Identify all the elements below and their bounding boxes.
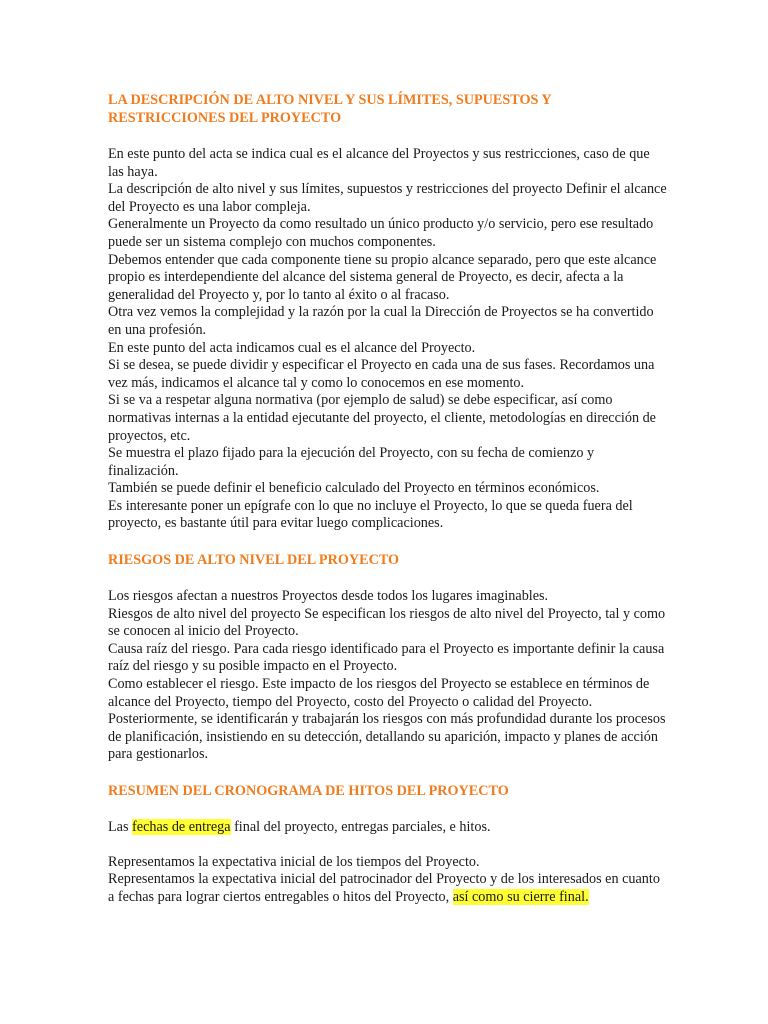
paragraph: Posteriormente, se identificarán y trabajarán los riesgos con más profundidad durante los procesos de planificación, insistiendo en su detección, detallando su aparición, impacto y planes de acción para gestionarlos.: [108, 711, 666, 763]
paragraph: Representamos la expectativa inicial de los tiempos del Proyecto.: [108, 853, 480, 870]
paragraph: Debemos entender que cada componente tiene su propio alcance separado, pero que este alcance propio es interdependiente del alcance del sistema general de Proyecto, es decir, afecta a la generalidad del Proyecto y, por lo tanto al éxito o al fracaso.: [108, 251, 657, 303]
paragraph: Generalmente un Proyecto da como resultado un único producto y/o servicio, pero ese resultado puede ser un sistema complejo con muchos componentes.: [108, 216, 654, 250]
paragraph: Es interesante poner un epígrafe con lo que no incluye el Proyecto, lo que se queda fuera del proyecto, es bastante útil para evitar luego complicaciones.: [108, 497, 633, 532]
paragraph: Se muestra el plazo fijado para la ejecución del Proyecto, con su fecha de comienzo y finalización.: [108, 445, 595, 479]
section-heading-milestones: RESUMEN DEL CRONOGRAMA DE HITOS DEL PROYECTO: [108, 783, 509, 799]
paragraph: En este punto del acta se indica cual es el alcance del Proyectos y sus restricciones, caso de que las haya.: [108, 146, 650, 180]
paragraph: Riesgos de alto nivel del proyecto Se especifican los riesgos de alto nivel del Proyecto, tal y como se conocen al inicio del Proyecto.: [108, 605, 666, 640]
paragraph: Los riesgos afectan a nuestros Proyectos desde todos los lugares imaginables.: [108, 588, 549, 605]
paragraph: Si se desea, se puede dividir y especificar el Proyecto en cada una de sus fases. Recordamos una vez más, indicamos el alcance tal y como lo conocemos en ese momento.: [108, 357, 655, 391]
highlighted-text: fechas de entrega: [132, 819, 231, 835]
paragraph: Como establecer el riesgo. Este impacto de los riesgos del Proyecto se establece en términos de alcance del Proyecto, tiempo del Proyecto, costo del Proyecto o calidad del Proyecto.: [108, 676, 650, 710]
paragraph: Si se va a respetar alguna normativa (por ejemplo de salud) se debe especificar, así como normativas internas a la entidad ejecutante del proyecto, el cliente, metodologías en dirección de proyectos, etc.: [108, 392, 656, 444]
paragraph: En este punto del acta indicamos cual es el alcance del Proyecto.: [108, 339, 476, 356]
text-run: final del proyecto, entregas parciales, e hitos.: [230, 819, 491, 835]
paragraph: Causa raíz del riesgo. Para cada riesgo identificado para el Proyecto es importante definir la causa raíz del riesgo y su posible impacto en el Proyecto.: [108, 640, 665, 675]
paragraph: También se puede definir el beneficio calculado del Proyecto en términos económicos.: [108, 480, 600, 497]
section-heading-risks: RIESGOS DE ALTO NIVEL DEL PROYECTO: [108, 552, 400, 569]
text-run: Representamos la expectativa inicial del patrocinador del Proyecto y de los interesados en cuanto a fechas para lograr ciertos entregables o hitos del Proyecto,: [108, 871, 660, 905]
paragraph: La descripción de alto nivel y sus límites, supuestos y restricciones del proyecto Definir el alcance del Proyecto es una labor compleja.: [108, 181, 667, 215]
paragraph: Otra vez vemos la complejidad y la razón por la cual la Dirección de Proyectos se ha convertido en una profesión.: [108, 304, 654, 338]
paragraph-delivery-dates: [108, 819, 668, 837]
highlighted-text: así como su cierre final.: [452, 888, 589, 905]
paragraph-sponsor-expectation: [108, 871, 668, 906]
text-run: Las: [108, 819, 133, 835]
section-heading-scope: LA DESCRIPCIÓN DE ALTO NIVEL Y SUS LÍMITES, SUPUESTOS Y RESTRICCIONES DEL PROYECTO: [108, 92, 552, 126]
